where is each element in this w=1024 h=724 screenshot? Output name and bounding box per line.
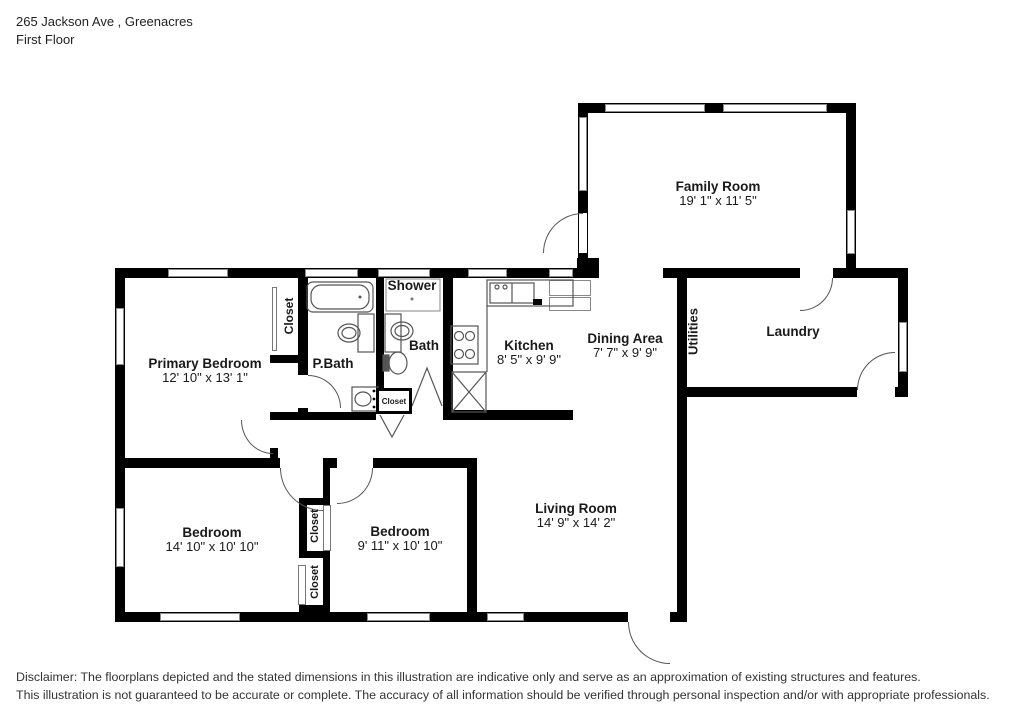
room-bedroom-left-name: Bedroom <box>182 525 242 540</box>
bathtub <box>307 282 373 312</box>
room-bedroom-right-name: Bedroom <box>370 524 430 539</box>
room-family <box>628 180 808 208</box>
floor-title: First Floor <box>16 32 75 47</box>
room-utilities: Utilities <box>685 308 701 355</box>
room-pbath <box>303 357 363 371</box>
room-bedroom-right <box>320 525 480 553</box>
pbath-sink <box>352 387 378 411</box>
room-pbath-name: P.Bath <box>312 356 354 371</box>
closet-hall-label: Closet <box>381 396 407 406</box>
closet-hall <box>376 388 412 414</box>
address-title: 265 Jackson Ave , Greenacres <box>16 14 193 29</box>
room-bath <box>402 339 446 353</box>
room-kitchen-dims: 8' 5" x 9' 9" <box>496 352 562 368</box>
room-living-name: Living Room <box>535 501 617 516</box>
room-kitchen-name: Kitchen <box>504 338 554 353</box>
closet-bedroom-top-label: Closet <box>309 509 321 543</box>
room-living-dims: 14' 9" x 14' 2" <box>536 515 616 531</box>
disclaimer-line-2: This illustration is not guaranteed to be accurate or complete. The accuracy of all information should be verified through personal inspection and/or with appropriate professionals. <box>16 688 990 702</box>
room-family-name: Family Room <box>675 179 761 194</box>
room-bath-name: Bath <box>409 338 439 353</box>
room-bedroom-left-dims: 14' 10" x 10' 10" <box>165 539 259 555</box>
room-primary-bedroom <box>115 357 295 385</box>
room-kitchen <box>469 339 589 367</box>
room-primary-name: Primary Bedroom <box>148 356 262 371</box>
room-laundry <box>743 325 843 339</box>
room-bedroom-left <box>132 526 292 554</box>
room-shower-name: Shower <box>387 278 437 293</box>
room-laundry-name: Laundry <box>766 324 820 339</box>
room-family-dims: 19' 1" x 11' 5" <box>679 193 757 209</box>
toilet <box>383 352 407 374</box>
refrigerator <box>452 372 486 412</box>
room-bedroom-right-dims: 9' 11" x 10' 10" <box>357 538 443 554</box>
room-living <box>506 502 646 530</box>
room-dining-dims: 7' 7" x 9' 9" <box>592 345 658 361</box>
room-dining-name: Dining Area <box>587 331 663 346</box>
closet-bedroom-bottom-label: Closet <box>309 565 321 599</box>
disclaimer-line-1: Disclaimer: The floorplans depicted and the stated dimensions in this illustration are indicative only and serve as an approximation of existing structures and features. <box>16 670 921 684</box>
closet-primary-label: Closet <box>282 297 296 335</box>
room-shower <box>384 279 440 293</box>
room-primary-dims: 12' 10" x 13' 1" <box>162 370 248 386</box>
